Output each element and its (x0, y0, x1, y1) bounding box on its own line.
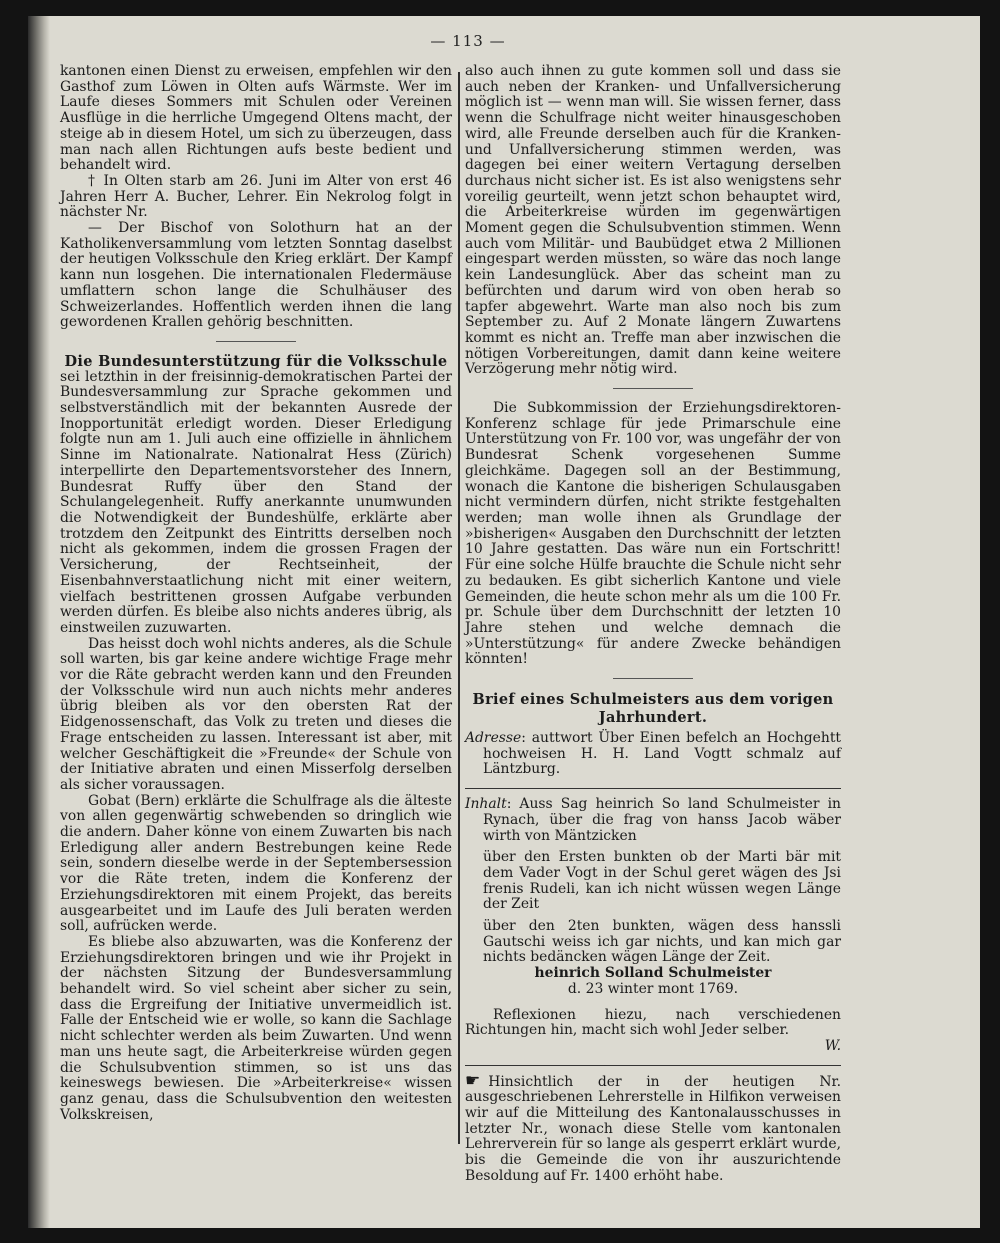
author-initial (465, 1039, 841, 1055)
adresse-label: Adresse (465, 730, 522, 747)
hilfikon-notice (465, 1070, 841, 1185)
column-divider (458, 72, 460, 1144)
letter-adresse (465, 731, 841, 778)
article-paragraph-2: Das heisst doch wohl nichts anderes, als die Schule soll warten, bis gar keine andere wichtige Frage mehr vor die Räte gebracht werden kann und den Freunden der Volksschule wird nun auch nichts mehr anderes übrig bleiben als vor den obersten Rat der Eidgenossenschaft, das Volk zu treten und dieses die Frage entscheiden zu lassen. Interessant ist aber, mit welcher Geschäftigkeit die »Freunde« der Schule von der Initiative abraten und einen Misserfolg derselben als sicher voraussagen. (60, 635, 452, 793)
page-number: — 113 — (430, 32, 506, 50)
inhalt-label: Inhalt (465, 796, 507, 813)
article-continuation-paragraph: also auch ihnen zu gute kommen soll und dass sie auch neben der Kranken- und Unfallversicherung möglich ist — wenn man will. Sie wissen ferner, dass wenn die Schulfrage nicht weiter hinausgeschoben wird, alle Freunde derselben auch für die Kranken- und Unfallversicherung stimmen werden, was dagegen bei einer weitern Vertagung derselben durchaus nicht sicher ist. Es ist also wenigstens sehr voreilig geurteilt, wenn jetzt schon behauptet wird, die Arbeiterkreise würden im gegenwärtigen Moment gegen die Schulsubvention stimmen. Wenn auch vom Militär- und Baubüdget etwa 2 Millionen eingespart werden müssten, so wäre das noch lange kein Landesunglück. Aber das scheint man zu befürchten und darum wird von oben herab so tapfer abgewehrt. Warte man also noch bis zum September zu. Auf 2 Monate längern Zuwartens kommt es nicht an. Treffe man aber inzwischen die nötigen Vorbereitungen, damit dann keine weitere Verzögerung mehr nötig wird. (465, 63, 841, 378)
article-paragraph-1: sei letzthin in der freisinnig-demokratischen Partei der Bundesversammlung zur Sprache gekommen und selbstverständlich mit der bekannten Ausrede der Inopportunität erledigt worden. Dieser Erledigung folgte nun am 1. Juli auch eine offizielle in ähnlichem Sinne im Nationalrate. Nationalrat Hess (Zürich) interpellirte den Departementsvorsteher des Innern, Bundesrat Ruffy über den Stand der Schulangelegenheit. Ruffy anerkannte unumwunden die Notwendigkeit der Bundeshülfe, erklärte aber trotzdem den Zeitpunkt des Eintritts derselben noch nicht als gekommen, indem die grossen Fragen der Versicherung, der Rechtseinheit, der Eisenbahnverstaatlichung nicht mit einer weitern, vielfach bestrittenen grossen Aufgabe verbunden werden dürfen. Es bleibe also nichts anderes übrig, als einstweilen zuzuwarten. (60, 368, 452, 636)
hilfikon-notice-text: Hinsichtlich der in der heutigen Nr. ausgeschriebenen Lehrerstelle in Hilfikon verweisen wir auf die Mitteilung des Kantonalausschusses in letzter Nr., wonach diese Stelle vom kantonalen Lehrerverein für so lange als gesperrt erklärt wurde, bis die Gemeinde die von ihr auszurichtende Besoldung auf Fr. 1400 erhöht habe. (465, 1073, 841, 1184)
section-separator (613, 388, 693, 389)
book-spine-shadow (28, 16, 50, 1228)
newspaper-page (28, 16, 980, 1228)
article-paragraph-3: Gobat (Bern) erklärte die Schulfrage als die älteste von allen gegenwärtig schwebenden so dringlich wie die andern. Daher könne von einem Zuwarten bis nach Erledigung aller andern Bestrebungen keine Rede sein, sondern dieselbe werde in der Septembersession vor die Räte treten, indem die Konferenz der Erziehungsdirektoren mit einem Projekt, das bereits ausgearbeitet und im Laufe des Juli beraten werden soll, aufrücken werde. (60, 792, 452, 935)
section-separator (216, 341, 296, 342)
adresse-text: : auttwort Über Einen befelch an Hochgehtt hochweisen H. H. Land Vogtt schmalz auf Läntzburg. (483, 730, 841, 778)
author-initial-text: W. (824, 1037, 841, 1054)
bischof-solothurn-paragraph: — Der Bischof von Solothurn hat an der Katholikenversammlung vom letzten Sonntag daselbst der heutigen Volksschule den Krieg erklärt. Der Kampf kann nun losgehen. Die internationalen Fledermäuse umflattern schon lange die Schulhäuser des Schweizerlandes. Hoffentlich werden ihnen die lang gewordenen Krallen gehörig beschnitten. (60, 220, 452, 331)
reflexionen-text: Reflexionen hiezu, nach verschiedenen Richtungen hin, macht sich wohl Jeder selber. (465, 1006, 841, 1039)
letter-point-1: über den Ersten bunkten ob der Marti bär mit dem Vader Vogt in der Schul geret wägen des Jsi frenis Rudeli, kan ich nicht wüssen wegen Länge der Zeit (483, 849, 841, 913)
letter-inhalt (465, 797, 841, 844)
notice-rule (465, 1065, 841, 1066)
inhalt-text: : Auss Sag heinrich So land Schulmeister in Rynach, über die frag von hanss Jacob wäber wirth von Mäntzicken (483, 796, 841, 844)
olten-gasthof-paragraph: kantonen einen Dienst zu erweisen, empfehlen wir den Gasthof zum Löwen in Olten aufs Wärmste. Wer im Laufe dieses Sommers mit Schulen oder Vereinen Ausflüge in die herrliche Umgegend Oltens macht, der steige ab in diesem Hotel, um sich zu überzeugen, dass man nach allen Richtungen aufs beste bedient und behandelt wird. (60, 63, 452, 174)
right-column (465, 64, 841, 1185)
letter-rule (465, 788, 841, 789)
letter-point-2: über den 2ten bunkten, wägen dess hanssli Gautschi weiss ich gar nichts, und kan mich gar nichts bedäncken wägen Länge der Zeit. (483, 918, 841, 966)
article-paragraph-4: Es bliebe also abzuwarten, was die Konferenz der Erziehungsdirektoren bringen und wie ihr Projekt in der nächsten Sitzung der Bundesversammlung behandelt wird. So viel scheint aber sicher zu sein, dass die Ergreifung der Initiative unvermeidlich ist. Falle der Entscheid wie er wolle, so kann die Sachlage nicht schlechter werden als beim Zuwarten. Und wenn man uns heute sagt, die Arbeiterkreise würden gegen die Schulsubvention stimmen, so ist uns das keineswegs bewiesen. Die »Arbeiterkreise« wissen ganz genau, dass die Schulsubvention den weitesten Volkskreisen, (60, 933, 452, 1123)
obituary-bucher-paragraph: † In Olten starb am 26. Juni im Alter von erst 46 Jahren Herr A. Bucher, Lehrer. Ein Nekrolog folgt in nächster Nr. (60, 172, 452, 221)
pointing-hand-icon: ☛ (465, 1070, 481, 1091)
article-heading-bundesunterstuetzung: Die Bundesunterstützung für die Volksschule (64, 352, 448, 370)
brief-heading: Brief eines Schulmeisters aus dem vorigen Jahrhundert. (472, 691, 834, 727)
letter-signature: heinrich Solland Schulmeister (534, 965, 772, 982)
letter-date: d. 23 winter mont 1769. (567, 980, 739, 997)
subkommission-paragraph: Die Subkommission der Erziehungsdirektoren-Konferenz schlage für jede Primarschule eine Unterstützung von Fr. 100 vor, was ungefähr der von Bundesrat Schenk vorgesehenen Summe gleichkäme. Dagegen soll an der Bestimmung, wonach die Kantone die bisherigen Schulausgaben nicht vermindern dürfen, nicht strikte festgehalten werden; man wolle ihnen als Grundlage der »bisherigen« Ausgaben den Durchschnitt der letzten 10 Jahre gestatten. Das wäre nun ein Fortschritt! Für eine solche Hülfe brauchte die Schule nicht sehr zu bedauken. Es gibt sicherlich Kantone und viele Gemeinden, die heute schon mehr als um die 100 Fr. pr. Schule über dem Durchschnitt der letzten 10 Jahre stehen und welche demnach die »Unterstützung« für andere Zwecke behändigen könnten! (465, 400, 841, 668)
section-separator (613, 678, 693, 679)
reflexionen-paragraph (465, 1008, 841, 1039)
left-column (60, 64, 452, 1123)
